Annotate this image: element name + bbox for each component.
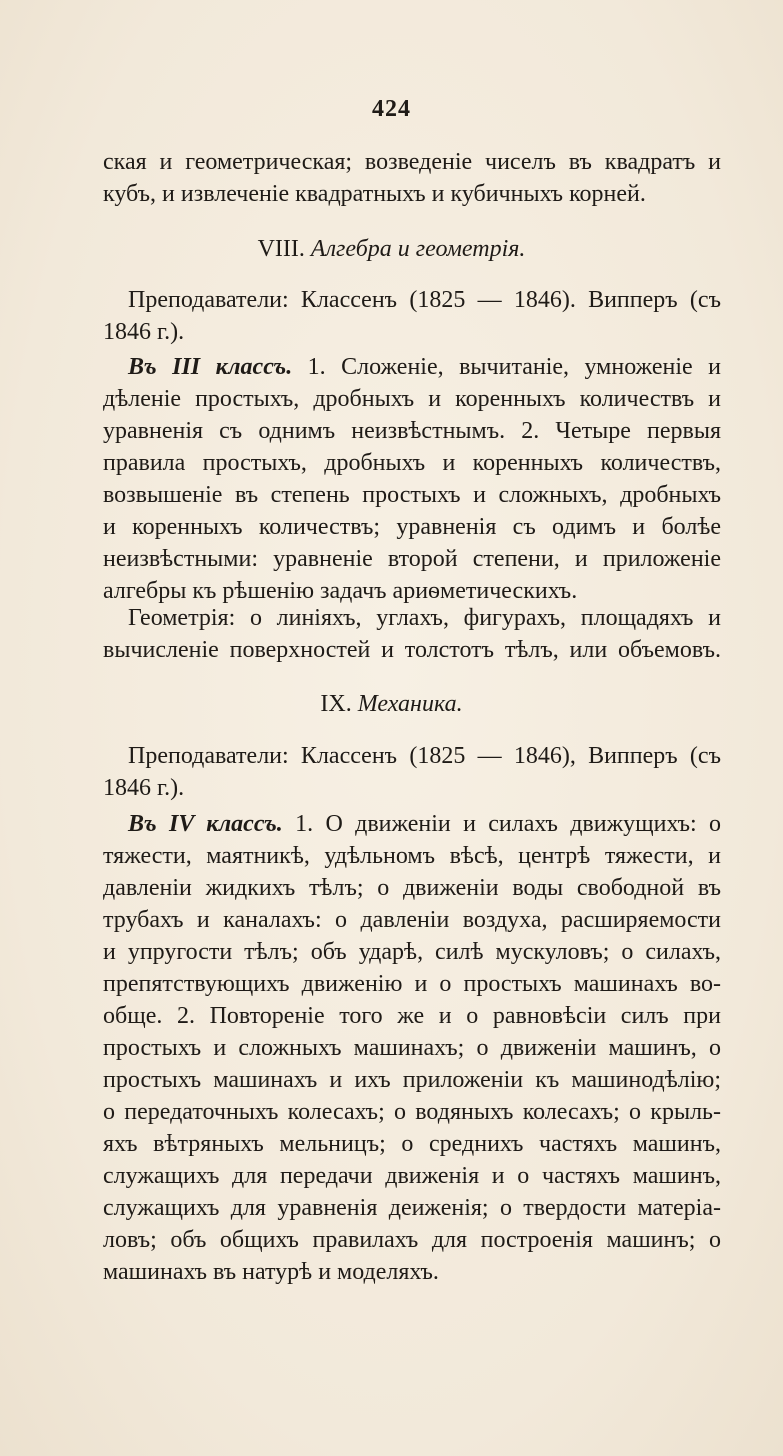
teachers-line: 1846 г.).	[103, 319, 185, 345]
body-line: служащихъ для передачи движенiя и о частяхъ машинъ,	[103, 1163, 721, 1189]
class-paragraph-first-line	[128, 351, 721, 383]
class-lead: Въ IV классъ.	[128, 811, 283, 837]
body-line: препятствующихъ движенiю и о простыхъ машинахъ во-	[103, 971, 721, 997]
class-lead: Въ III классъ.	[128, 354, 293, 380]
body-line: возвышенiе въ степень простыхъ и сложныхъ, дробныхъ	[103, 482, 721, 508]
teachers-line: 1846 г.).	[103, 775, 185, 801]
body-line: простыхъ машинахъ и ихъ приложенiи къ машинодѣлiю;	[103, 1067, 721, 1093]
body-line: алгебры къ рѣшенiю задачъ ариѳметическихъ.	[103, 578, 578, 604]
teachers-line: Преподаватели: Классенъ (1825 — 1846). Випперъ (съ	[128, 287, 721, 313]
class-paragraph-first-line	[128, 808, 721, 840]
section-heading-ix	[0, 688, 783, 720]
body-line: дѣленiе простыхъ, дробныхъ и коренныхъ количествъ и	[103, 386, 721, 412]
class-first-rest: 1. Сложенiе, вычитанiе, умноженiе и	[307, 354, 722, 380]
body-line: неизвѣстными: уравненiе второй степени, и приложенiе	[103, 546, 721, 572]
body-line: уравненiя съ однимъ неизвѣстнымъ. 2. Четыре первыя	[103, 418, 721, 444]
section-heading-viii	[0, 233, 783, 265]
body-line: служащихъ для уравненiя деиженiя; о твердости матерiа-	[103, 1195, 721, 1221]
body-line: и коренныхъ количествъ; уравненiя съ одимъ и болѣе	[103, 514, 721, 540]
body-line: обще. 2. Повторенiе того же и о равновѣсiи силъ при	[103, 1003, 721, 1029]
body-line: давленiи жидкихъ тѣлъ; о движенiи воды свободной въ	[103, 875, 721, 901]
body-line: и упругости тѣлъ; объ ударѣ, силѣ мускуловъ; о силахъ,	[103, 939, 721, 965]
page-number: 424	[372, 96, 411, 122]
section-numeral: IX.	[320, 691, 352, 717]
body-line: простыхъ и сложныхъ машинахъ; о движенiи машинъ, о	[103, 1035, 721, 1061]
body-line: правила простыхъ, дробныхъ и коренныхъ количествъ,	[103, 450, 721, 476]
section-numeral: VIII.	[257, 236, 305, 262]
body-line: тяжести, маятникѣ, удѣльномъ вѣсѣ, центрѣ тяжести, и	[103, 843, 721, 869]
body-line: ская и геометрическая; возведенiе чиселъ въ квадратъ и	[103, 149, 721, 175]
class-first-rest: 1. О движенiи и силахъ движущихъ: о	[295, 811, 721, 837]
body-line: машинахъ въ натурѣ и моделяхъ.	[103, 1259, 439, 1285]
section-title: Механика.	[357, 691, 463, 717]
geometry-line: вычисленiе поверхностей и толстотъ тѣлъ, или объемовъ.	[103, 637, 721, 663]
body-line: ловъ; объ общихъ правилахъ для построенiя машинъ; о	[103, 1227, 721, 1253]
teachers-line: Преподаватели: Классенъ (1825 — 1846), Випперъ (съ	[128, 743, 721, 769]
body-line: яхъ вѣтряныхъ мельницъ; о среднихъ частяхъ машинъ,	[103, 1131, 721, 1157]
body-line: трубахъ и каналахъ: о давленiи воздуха, расширяемости	[103, 907, 721, 933]
geometry-line: Геометрiя: о линiяхъ, углахъ, фигурахъ, площадяхъ и	[128, 605, 721, 631]
section-title: Алгебра и геометрiя.	[310, 236, 526, 262]
body-line: кубъ, и извлеченiе квадратныхъ и кубичныхъ корней.	[103, 181, 646, 207]
body-line: о передаточныхъ колесахъ; о водяныхъ колесахъ; о крыль-	[103, 1099, 721, 1125]
